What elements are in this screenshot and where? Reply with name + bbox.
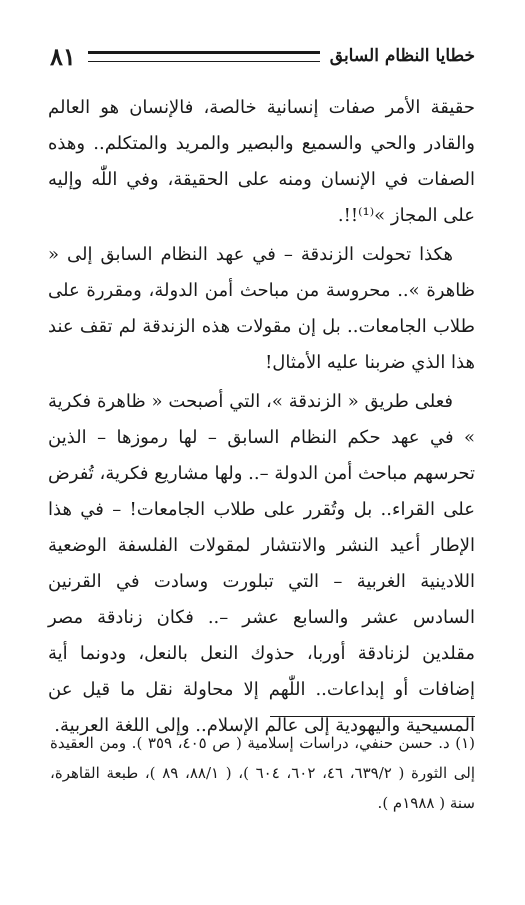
footnote <box>50 728 475 818</box>
page-header <box>50 38 475 74</box>
paragraph-3: فعلى طريق « الزندقة »، التي أصبحت « ظاهرة فكرية » في عهد حكم النظام السابق – لها رموزها – الذين تحرسهم مباحث أمن الدولة –.. ولها مشاريع فكرية، تُفرض على القراء.. بل وتُقرر على طلاب الجامعات! – في هذا الإطار أعيد النشر والانتشار لمقولات الفلسفة الوضعية اللادينية الغربية – التي تبلورت وسادت في القرنين السادس عشر والسابع عشر –.. فكان زنادقة مصر مقلدين لزنادقة أوربا، حذوك النعل بالنعل، ودونما أية إضافات أو إبداعات.. اللّٰهم إلا محاولة نقل ما قيل عن المسيحية واليهودية إلى عالم الإسلام.. وإلى اللغة العربية. <box>48 391 475 736</box>
page-number: ٨١ <box>50 41 76 71</box>
paragraph-1: حقيقة الأمر صفات إنسانية خالصة، فالإنسان هو العالم والقادر والحي والسميع والبصير والمريد والمتكلم.. وهذه الصفات في الإنسان ومنه على الحقيقة، وفي اللّٰه وإليه على المجاز »⁽¹⁾!!. <box>48 97 475 226</box>
running-head: خطايا النظام السابق <box>329 46 475 66</box>
body-text <box>48 90 475 744</box>
header-double-rule <box>88 51 320 62</box>
footnote-1: (١) د. حسن حنفي، دراسات إسلامية ( ص ٤٠٥، ٣٥٩ ). ومن العقيدة إلى الثورة ( ٦٣٩/٢، ٤٦، ٦٠٢، ٦٠٤ )، ( ٨٨/١، ٨٩ )، طبعة القاهرة، سنة ( ١٩٨٨م ). <box>50 734 476 812</box>
paragraph-2: هكذا تحولت الزندقة – في عهد النظام السابق إلى « ظاهرة ».. محروسة من مباحث أمن الدولة، ومقررة على طلاب الجامعات.. بل إن مقولات هذه الزندقة لم تقف عند هذا الذي ضربنا عليه الأمثال! <box>48 244 475 373</box>
footnote-separator <box>270 716 475 717</box>
